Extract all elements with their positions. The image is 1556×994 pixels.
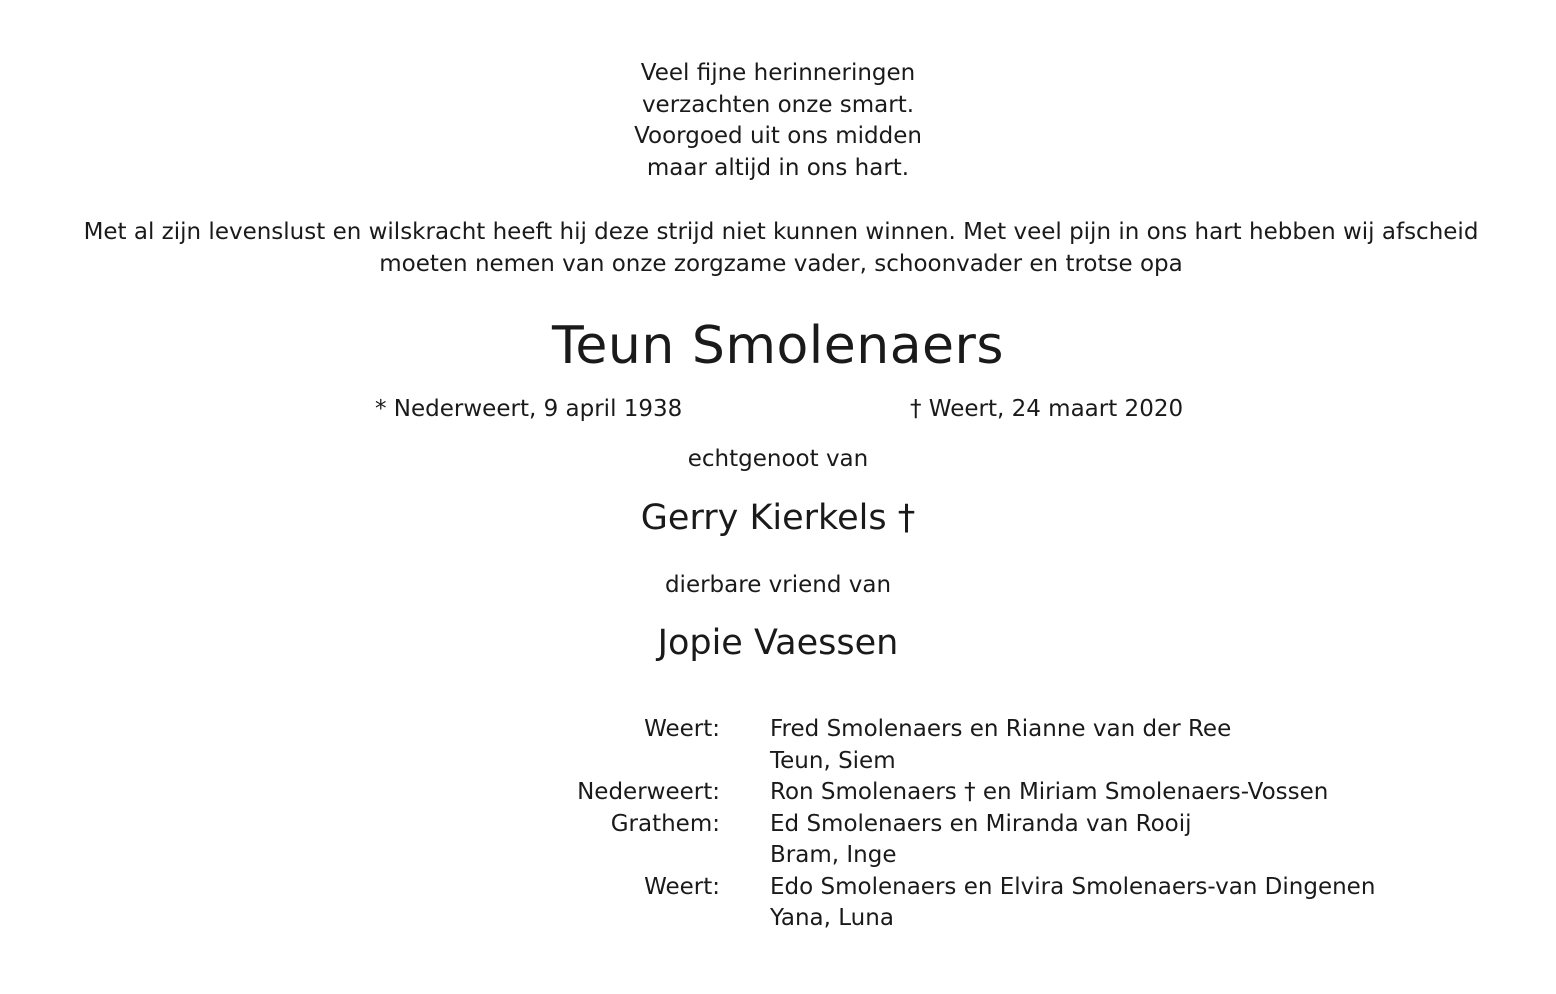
family-names: Edo Smolenaers en Elvira Smolenaers-van Dingenen [770,873,1376,900]
death-info: † Weert, 24 maart 2020 [910,396,1184,422]
family-names: Yana, Luna [770,905,894,931]
family-row [0,840,1556,872]
family-names: Ed Smolenaers en Miranda van Rooij [770,810,1192,837]
family-place: Weert: [644,873,720,900]
family-row [0,809,1556,841]
deceased-name: Teun Smolenaers [551,316,1005,376]
family-row [0,746,1556,778]
family-place: Nederweert: [577,779,720,805]
family-names: Bram, Inge [770,842,897,868]
family-names: Fred Smolenaers en Rianne van der Ree [770,716,1232,742]
spouse-relation: echtgenoot van [687,446,869,472]
intro-line: Met al zijn levenslust en wilskracht heeft hij deze strijd niet kunnen winnen. Met veel pijn in ons hart hebben wij afscheid [83,219,1479,245]
family-row [0,903,1556,935]
family-names: Teun, Siem [770,747,896,774]
family-place: Weert: [644,716,720,742]
family-place: Grathem: [610,810,720,837]
poem-line: Veel fijne herinneringen [640,60,916,86]
poem-line: verzachten onze smart. [641,91,915,118]
poem-line: Voorgoed uit ons midden [634,123,922,149]
spouse-name: Gerry Kierkels † [640,498,916,538]
intro-line: moeten nemen van onze zorgzame vader, schoonvader en trotse opa [379,251,1183,277]
family-row [0,714,1556,746]
life-dates [0,394,1556,426]
poem [0,58,1556,184]
poem-line: maar altijd in ons hart. [646,154,910,181]
family-list [0,714,1556,935]
birth-info: * Nederweert, 9 april 1938 [375,396,683,422]
friend-relation: dierbare vriend van [664,572,892,598]
intro-text [60,216,1502,280]
friend-name: Jopie Vaessen [657,623,899,663]
family-row [0,872,1556,904]
family-names: Ron Smolenaers † en Miriam Smolenaers-Vossen [770,779,1329,805]
family-row [0,777,1556,809]
